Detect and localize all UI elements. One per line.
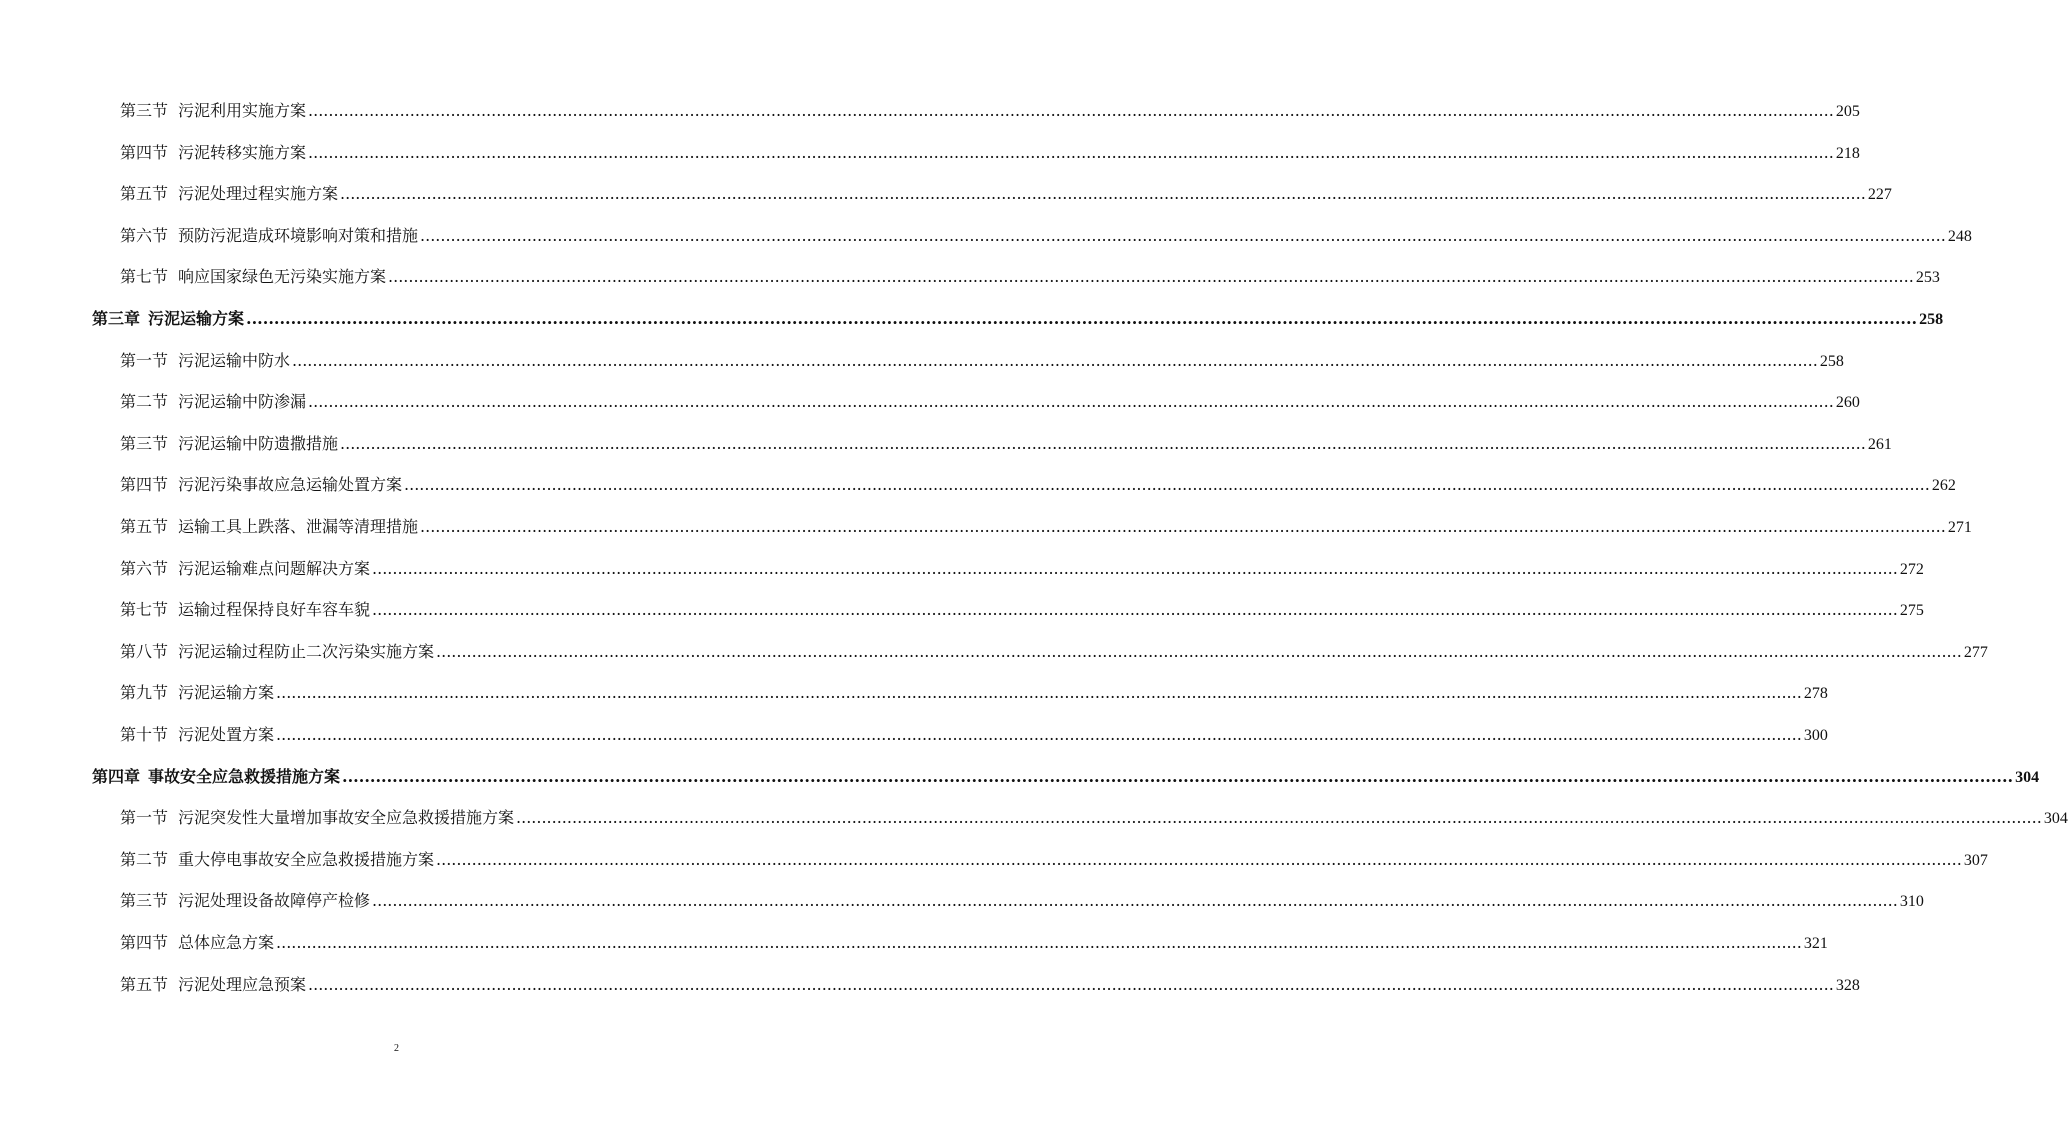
- toc-entry-page: 253: [1915, 269, 1940, 287]
- toc-entry-title: 污泥运输过程防止二次污染实施方案: [178, 641, 435, 661]
- toc-entry-number: 第五节: [120, 517, 169, 536]
- toc-section-entry[interactable]: [120, 223, 1972, 249]
- toc-dot-leader: ............................................................................................................................................................................................................................................................................................................: [420, 225, 1946, 245]
- toc-entry-number: 第四节: [120, 142, 169, 162]
- toc-dot-leader: ............................................................................................................................................................................................................................................................................................................: [516, 808, 2042, 828]
- toc-section-entry[interactable]: [120, 140, 1860, 166]
- toc-dot-leader: ............................................................................................................................................................................................................................................................................................................: [372, 891, 1898, 911]
- toc-entry-number: 第七节: [120, 267, 169, 287]
- toc-section-entry[interactable]: [120, 431, 1892, 457]
- toc-entry-page: 271: [1947, 519, 1972, 536]
- toc-entry-title: 污泥运输中防渗漏: [178, 392, 307, 412]
- toc-section-entry[interactable]: [120, 348, 1844, 374]
- toc-entry-title: 污泥运输方案: [148, 309, 245, 328]
- toc-entry-page: 227: [1867, 186, 1892, 204]
- toc-section-entry[interactable]: [120, 597, 1924, 623]
- toc-entry-number: 第十节: [120, 725, 169, 744]
- toc-entry-title: 预防污泥造成环境影响对策和措施: [178, 225, 419, 245]
- toc-entry-number: 第三章: [92, 309, 141, 328]
- toc-entry-title: 污泥处置方案: [178, 725, 275, 744]
- toc-entry-page: 261: [1867, 435, 1892, 453]
- toc-entry-page: 278: [1803, 685, 1828, 703]
- toc-section-entry[interactable]: [120, 680, 1828, 706]
- toc-entry-page: 272: [1899, 560, 1924, 578]
- toc-dot-leader: ............................................................................................................................................................................................................................................................................................................: [342, 766, 2014, 786]
- toc-dot-leader: ............................................................................................................................................................................................................................................................................................................: [276, 933, 1802, 952]
- toc-dot-leader: ............................................................................................................................................................................................................................................................................................................: [308, 101, 1834, 120]
- toc-entry-title: 污泥处理设备故障停产检修: [178, 891, 371, 911]
- toc-entry-number: 第六节: [120, 225, 169, 245]
- toc-dot-leader: ............................................................................................................................................................................................................................................................................................................: [420, 517, 1946, 536]
- toc-entry-title: 污泥运输难点问题解决方案: [178, 558, 371, 578]
- toc-section-entry[interactable]: [120, 264, 1940, 290]
- toc-dot-leader: ............................................................................................................................................................................................................................................................................................................: [246, 309, 1918, 328]
- toc-entry-page: 218: [1835, 144, 1860, 162]
- toc-entry-number: 第七节: [120, 600, 169, 620]
- toc-section-entry[interactable]: [120, 888, 1924, 914]
- toc-entry-page: 205: [1835, 103, 1860, 120]
- toc-section-entry[interactable]: [120, 389, 1860, 415]
- toc-section-entry[interactable]: [120, 556, 1924, 582]
- toc-dot-leader: ............................................................................................................................................................................................................................................................................................................: [436, 849, 1962, 869]
- toc-entry-page: 262: [1931, 477, 1956, 495]
- toc-entry-number: 第二节: [120, 849, 169, 869]
- toc-section-entry[interactable]: [120, 181, 1892, 207]
- toc-entry-title: 响应国家绿色无污染实施方案: [178, 267, 387, 287]
- toc-dot-leader: ............................................................................................................................................................................................................................................................................................................: [372, 558, 1898, 578]
- toc-section-entry[interactable]: [120, 639, 1988, 665]
- toc-entry-title: 污泥运输中防水: [178, 350, 291, 370]
- toc-entry-title: 污泥利用实施方案: [178, 101, 307, 120]
- toc-dot-leader: ............................................................................................................................................................................................................................................................................................................: [308, 142, 1834, 162]
- toc-entry-title: 总体应急方案: [178, 933, 275, 952]
- toc-entry-title: 运输过程保持良好车容车貌: [178, 600, 371, 620]
- toc-dot-leader: ............................................................................................................................................................................................................................................................................................................: [276, 725, 1802, 744]
- toc-section-entry[interactable]: [120, 722, 1828, 748]
- toc-chapter-entry[interactable]: [92, 306, 1944, 332]
- toc-dot-leader: ............................................................................................................................................................................................................................................................................................................: [340, 433, 1866, 453]
- toc-entry-title: 污泥污染事故应急运输处置方案: [178, 475, 403, 495]
- toc-dot-leader: ............................................................................................................................................................................................................................................................................................................: [404, 475, 1930, 495]
- toc-section-entry[interactable]: [120, 805, 2068, 831]
- toc-entry-number: 第一节: [120, 350, 169, 370]
- toc-entry-title: 运输工具上跌落、泄漏等清理措施: [178, 517, 419, 536]
- toc-entry-number: 第五节: [120, 974, 169, 994]
- toc-entry-page: 328: [1835, 976, 1860, 994]
- toc-entry-title: 污泥运输方案: [178, 683, 275, 703]
- toc-entry-number: 第五节: [120, 184, 169, 204]
- toc-entry-number: 第一节: [120, 808, 169, 828]
- toc-entry-number: 第四节: [120, 933, 169, 952]
- toc-dot-leader: ............................................................................................................................................................................................................................................................................................................: [436, 641, 1962, 661]
- toc-entry-title: 污泥运输中防遗撒措施: [178, 433, 339, 453]
- toc-entry-title: 污泥转移实施方案: [178, 142, 307, 162]
- page-number: 2: [394, 1043, 399, 1054]
- toc-entry-page: 275: [1899, 602, 1924, 620]
- toc-entry-number: 第八节: [120, 641, 169, 661]
- toc-entry-page: 260: [1835, 394, 1860, 412]
- toc-entry-page: 277: [1963, 643, 1988, 661]
- toc-entry-page: 321: [1803, 935, 1828, 952]
- toc-entry-title: 污泥处理应急预案: [178, 974, 307, 994]
- toc-entry-title: 重大停电事故安全应急救援措施方案: [178, 849, 435, 869]
- toc-entry-number: 第四章: [92, 766, 141, 786]
- toc-entry-page: 307: [1963, 851, 1988, 869]
- toc-section-entry[interactable]: [120, 847, 1988, 873]
- toc-dot-leader: ............................................................................................................................................................................................................................................................................................................: [276, 683, 1802, 703]
- toc-entry-page: 310: [1899, 893, 1924, 911]
- toc-entry-page: 300: [1803, 727, 1828, 744]
- toc-entry-number: 第三节: [120, 101, 169, 120]
- toc-section-entry[interactable]: [120, 972, 1860, 998]
- toc-entry-number: 第九节: [120, 683, 169, 703]
- toc-entry-page: 258: [1819, 352, 1844, 370]
- toc-section-entry[interactable]: [120, 930, 1828, 956]
- toc-entry-page: 248: [1947, 227, 1972, 245]
- toc-entry-title: 污泥突发性大量增加事故安全应急救援措施方案: [178, 808, 515, 828]
- toc-entry-page: 304: [2043, 810, 2068, 828]
- toc-section-entry[interactable]: [120, 514, 1972, 540]
- toc-entry-number: 第六节: [120, 558, 169, 578]
- toc-entry-number: 第四节: [120, 475, 169, 495]
- toc-section-entry[interactable]: [120, 98, 1860, 124]
- toc-dot-leader: ............................................................................................................................................................................................................................................................................................................: [292, 350, 1818, 370]
- toc-dot-leader: ............................................................................................................................................................................................................................................................................................................: [388, 267, 1914, 287]
- toc-entry-number: 第三节: [120, 891, 169, 911]
- toc-dot-leader: ............................................................................................................................................................................................................................................................................................................: [308, 392, 1834, 412]
- toc-entry-title: 事故安全应急救援措施方案: [148, 766, 341, 786]
- toc-entry-page: 304: [2015, 768, 2040, 786]
- toc-entry-page: 258: [1919, 311, 1944, 328]
- toc-dot-leader: ............................................................................................................................................................................................................................................................................................................: [308, 974, 1834, 994]
- toc-dot-leader: ............................................................................................................................................................................................................................................................................................................: [340, 184, 1866, 204]
- toc-entry-number: 第三节: [120, 433, 169, 453]
- toc-section-entry[interactable]: [120, 472, 1956, 498]
- toc-chapter-entry[interactable]: [92, 764, 2040, 790]
- toc-dot-leader: ............................................................................................................................................................................................................................................................................................................: [372, 600, 1898, 620]
- toc-entry-title: 污泥处理过程实施方案: [178, 184, 339, 204]
- toc-entry-number: 第二节: [120, 392, 169, 412]
